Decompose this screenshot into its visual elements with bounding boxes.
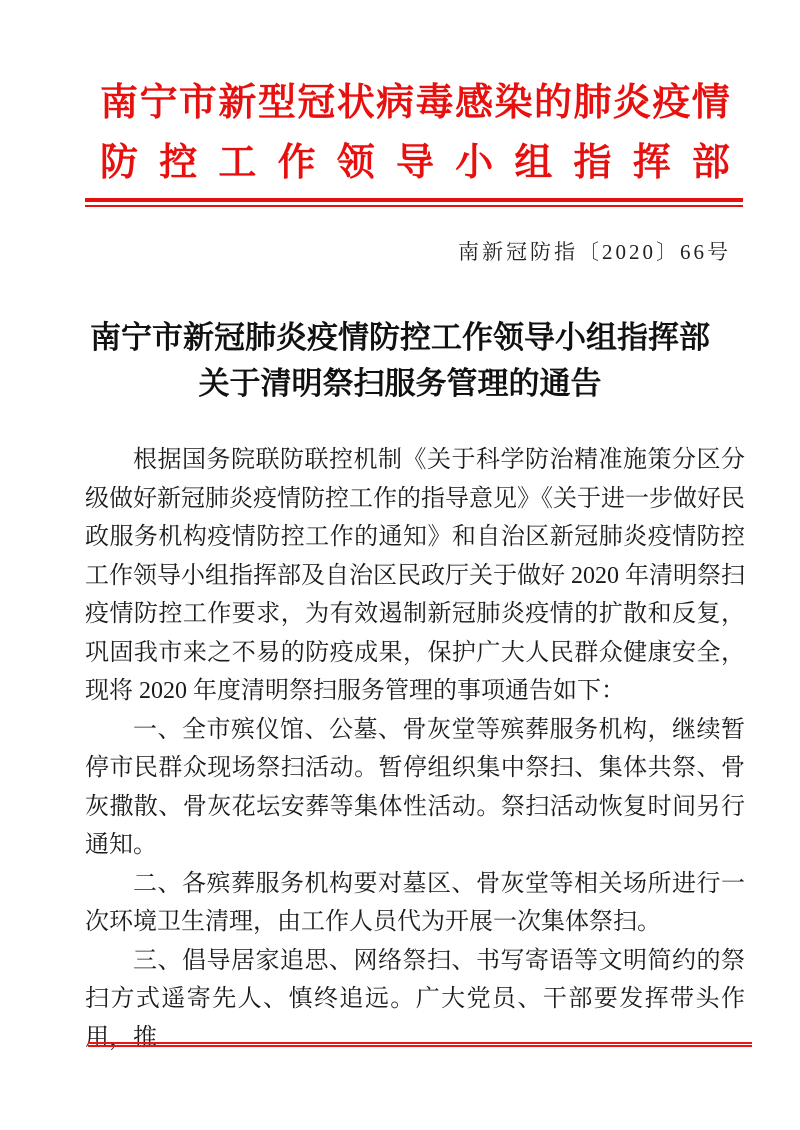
letterhead-line1: 南 宁 市 新 型 冠 状 病 毒 感 染 的 肺 炎 疫 情 (100, 82, 730, 124)
notice-body (85, 441, 745, 1057)
paragraph-item-1: 一、全市殡仪馆、公墓、骨灰堂等殡葬服务机构，继续暂停市民群众现场祭扫活动。暂停组织集中祭扫、集体共祭、骨灰撒散、骨灰花坛安葬等集体性活动。祭扫活动恢复时间另行通知。 (85, 716, 745, 858)
notice-title-line2: 关于清明祭扫服务管理的通告 (198, 366, 602, 401)
paragraph-item-2: 二、各殡葬服务机构要对墓区、骨灰堂等相关场所进行一次环境卫生清理，由工作人员代为开展一次集体祭扫。 (85, 870, 745, 935)
letterhead-line2: 防 控 工 作 领 导 小 组 指 挥 部 (100, 142, 730, 184)
letterhead (100, 0, 730, 182)
paragraph-item-3: 三、倡导居家追思、网络祭扫、书写寄语等文明简约的祭扫方式遥寄先人、慎终追远。广大党员、干部要发挥带头作用，推 (85, 947, 745, 1051)
letterhead-divider (85, 198, 743, 207)
notice-title-line1: 南宁市新冠肺炎疫情防控工作领导小组指挥部 (90, 320, 710, 355)
footer-divider (88, 1042, 752, 1047)
paragraph-intro: 根据国务院联防联控机制《关于科学防治精准施策分区分级做好新冠肺炎疫情防控工作的指导意见》《关于进一步做好民政服务机构疫情防控工作的通知》和自治区新冠肺炎疫情防控工作领导小组指挥部及自治区民政厅关于做好 2020 年清明祭扫疫情防控工作要求，为有效遏制新冠肺炎疫情的扩散和反复，巩固我市来之不易的防疫成果，保护广大人民群众健康安全，现将 2020 年度清明祭扫服务管理的事项通告如下： (85, 447, 745, 704)
notice-title (40, 315, 760, 407)
document-number: 南新冠防指〔2020〕66号 (458, 240, 731, 264)
